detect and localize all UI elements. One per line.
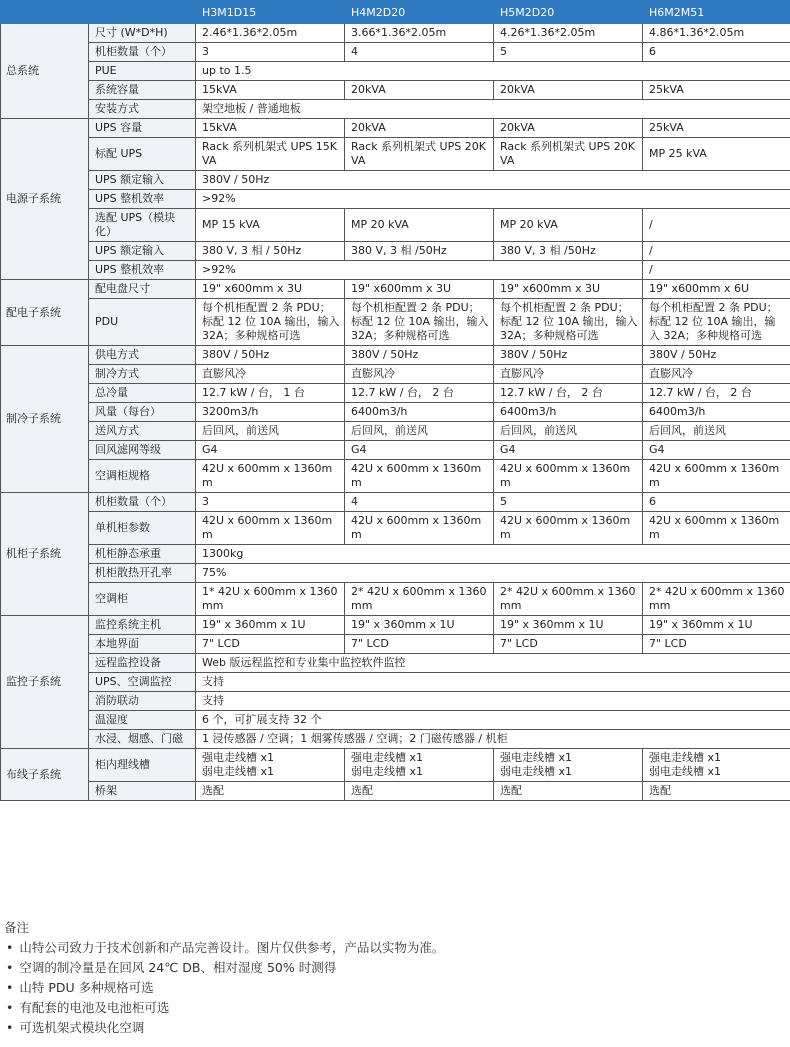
spec-value: 直膨风冷 <box>196 365 345 384</box>
spec-value: 12.7 kW / 台， 2 台 <box>643 384 790 403</box>
table-row <box>1 441 790 460</box>
spec-value: 强电走线槽 x1 弱电走线槽 x1 <box>494 749 643 782</box>
row-label: 安装方式 <box>89 100 196 119</box>
table-row <box>1 209 790 242</box>
table-row <box>1 673 790 692</box>
spec-value: 20kVA <box>494 119 643 138</box>
spec-value: 19" x600mm x 3U <box>494 280 643 299</box>
notes-title: 备注 <box>4 920 30 935</box>
spec-value: 4.26*1.36*2.05m <box>494 24 643 43</box>
spec-value: 后回风，前送风 <box>643 422 790 441</box>
spec-value: 25kVA <box>643 81 790 100</box>
spec-value: MP 20 kVA <box>494 209 643 242</box>
spec-value: 42U x 600mm x 1360mm <box>345 512 494 545</box>
table-row <box>1 460 790 493</box>
spec-value: Rack 系列机架式 UPS 20KVA <box>345 138 494 171</box>
spec-value: Rack 系列机架式 UPS 15KVA <box>196 138 345 171</box>
group-label: 电源子系统 <box>1 119 89 280</box>
spec-value: up to 1.5 <box>196 62 790 81</box>
spec-value: 每个机柜配置 2 条 PDU；标配 12 位 10A 输出，输入 32A；多种规格可选 <box>345 299 494 346</box>
spec-value: 每个机柜配置 2 条 PDU；标配 12 位 10A 输出，输入 32A；多种规格可选 <box>196 299 345 346</box>
header-cell-model: H5M2D20 <box>494 1 643 24</box>
spec-value: 6 <box>643 43 790 62</box>
table-row <box>1 365 790 384</box>
row-label: 回风滤网等级 <box>89 441 196 460</box>
spec-value: 19" x 360mm x 1U <box>196 616 345 635</box>
spec-value: 每个机柜配置 2 条 PDU；标配 12 位 10A 输出，输入 32A；多种规格可选 <box>494 299 643 346</box>
spec-value: 12.7 kW / 台， 2 台 <box>494 384 643 403</box>
row-label: 选配 UPS（模块化） <box>89 209 196 242</box>
table-row <box>1 62 790 81</box>
table-row <box>1 545 790 564</box>
spec-value: 380V / 50Hz <box>494 346 643 365</box>
spec-value: >92% <box>196 190 790 209</box>
spec-value: 强电走线槽 x1 弱电走线槽 x1 <box>196 749 345 782</box>
spec-value: 15kVA <box>196 119 345 138</box>
spec-value: 19" x 360mm x 1U <box>643 616 790 635</box>
table-row <box>1 384 790 403</box>
spec-value: 选配 <box>643 782 790 801</box>
spec-value: MP 25 kVA <box>643 138 790 171</box>
spec-value: 支持 <box>196 673 790 692</box>
row-label: 桥架 <box>89 782 196 801</box>
table-row <box>1 24 790 43</box>
table-row <box>1 711 790 730</box>
spec-value: 后回风，前送风 <box>196 422 345 441</box>
spec-value: 380V / 50Hz <box>345 346 494 365</box>
table-row <box>1 81 790 100</box>
spec-value: 6400m3/h <box>345 403 494 422</box>
header-cell-model: H4M2D20 <box>345 1 494 24</box>
table-row <box>1 749 790 782</box>
row-label: 标配 UPS <box>89 138 196 171</box>
row-label: UPS 整机效率 <box>89 190 196 209</box>
spec-value: 20kVA <box>345 81 494 100</box>
spec-value: 2.46*1.36*2.05m <box>196 24 345 43</box>
row-label: 配电盘尺寸 <box>89 280 196 299</box>
spec-value: 42U x 600mm x 1360mm <box>196 460 345 493</box>
spec-value: MP 20 kVA <box>345 209 494 242</box>
spec-value: MP 15 kVA <box>196 209 345 242</box>
table-row <box>1 782 790 801</box>
spec-value: 2* 42U x 600mm x 1360mm <box>494 583 643 616</box>
spec-value: 后回风，前送风 <box>345 422 494 441</box>
row-label: 送风方式 <box>89 422 196 441</box>
row-label: 单机柜参数 <box>89 512 196 545</box>
group-label: 配电子系统 <box>1 280 89 346</box>
spec-value: 4 <box>345 43 494 62</box>
spec-value: 4.86*1.36*2.05m <box>643 24 790 43</box>
spec-value: / <box>643 261 790 280</box>
bullet-icon: • <box>6 960 14 975</box>
spec-value: 支持 <box>196 692 790 711</box>
spec-value: 3200m3/h <box>196 403 345 422</box>
spec-value: 1* 42U x 600mm x 1360mm <box>196 583 345 616</box>
spec-value: / <box>643 242 790 261</box>
spec-value: 6 个，可扩展支持 32 个 <box>196 711 790 730</box>
spec-value: 6400m3/h <box>494 403 643 422</box>
spec-value: 6400m3/h <box>643 403 790 422</box>
note-item <box>4 958 444 978</box>
table-row <box>1 43 790 62</box>
spec-value: 19" x 360mm x 1U <box>345 616 494 635</box>
table-row <box>1 119 790 138</box>
table-row <box>1 512 790 545</box>
spec-value: 选配 <box>345 782 494 801</box>
row-label: UPS 整机效率 <box>89 261 196 280</box>
spec-value: / <box>643 209 790 242</box>
note-text: 山特公司致力于技术创新和产品完善设计。图片仅供参考，产品以实物为准。 <box>19 940 445 955</box>
row-label: 机柜静态承重 <box>89 545 196 564</box>
spec-value: 19" x600mm x 6U <box>643 280 790 299</box>
row-label: 尺寸 (W*D*H) <box>89 24 196 43</box>
bullet-icon: • <box>6 980 14 995</box>
spec-value: 每个机柜配置 2 条 PDU；标配 12 位 10A 输出，输入 32A；多种规格可选 <box>643 299 790 346</box>
spec-value: >92% <box>196 261 643 280</box>
group-label: 总系统 <box>1 24 89 119</box>
row-label: UPS 额定输入 <box>89 171 196 190</box>
spec-value: 12.7 kW / 台， 2 台 <box>345 384 494 403</box>
spec-value: 42U x 600mm x 1360mm <box>494 460 643 493</box>
spec-value: 直膨风冷 <box>345 365 494 384</box>
spec-value: G4 <box>196 441 345 460</box>
row-label: 制冷方式 <box>89 365 196 384</box>
table-row <box>1 280 790 299</box>
note-text: 空调的制冷量是在回风 24℃ DB、相对湿度 50% 时测得 <box>19 960 337 975</box>
table-row <box>1 171 790 190</box>
note-item <box>4 998 444 1018</box>
group-label: 机柜子系统 <box>1 493 89 616</box>
header-row <box>1 1 790 24</box>
row-label: 柜内理线槽 <box>89 749 196 782</box>
header-cell-model: H6M2M51 <box>643 1 790 24</box>
row-label: 机柜散热开孔率 <box>89 564 196 583</box>
spec-value: 20kVA <box>345 119 494 138</box>
table-row <box>1 422 790 441</box>
row-label: PUE <box>89 62 196 81</box>
spec-value: 20kVA <box>494 81 643 100</box>
note-item <box>4 1018 444 1038</box>
table-row <box>1 583 790 616</box>
row-label: UPS、空调监控 <box>89 673 196 692</box>
table-row <box>1 403 790 422</box>
spec-value: 4 <box>345 493 494 512</box>
group-label: 监控子系统 <box>1 616 89 749</box>
table-row <box>1 242 790 261</box>
spec-value: 3.66*1.36*2.05m <box>345 24 494 43</box>
note-item <box>4 938 444 958</box>
spec-value: G4 <box>494 441 643 460</box>
spec-value: 42U x 600mm x 1360mm <box>643 512 790 545</box>
spec-value: 1300kg <box>196 545 790 564</box>
group-label: 布线子系统 <box>1 749 89 801</box>
spec-value: 7" LCD <box>643 635 790 654</box>
spec-value: 5 <box>494 493 643 512</box>
spec-value: G4 <box>345 441 494 460</box>
note-text: 可选机架式模块化空调 <box>19 1020 145 1035</box>
row-label: 消防联动 <box>89 692 196 711</box>
table-row <box>1 635 790 654</box>
spec-value: 6 <box>643 493 790 512</box>
header-cell <box>1 1 89 24</box>
header-cell <box>89 1 196 24</box>
spec-value: 380V / 50Hz <box>196 171 790 190</box>
note-text: 山特 PDU 多种规格可选 <box>19 980 154 995</box>
spec-value: 后回风，前送风 <box>494 422 643 441</box>
spec-value: 2* 42U x 600mm x 1360mm <box>643 583 790 616</box>
row-label: 总冷量 <box>89 384 196 403</box>
table-row <box>1 190 790 209</box>
spec-value: 42U x 600mm x 1360mm <box>345 460 494 493</box>
table-row <box>1 346 790 365</box>
spec-value: 2* 42U x 600mm x 1360mm <box>345 583 494 616</box>
row-label: 本地界面 <box>89 635 196 654</box>
bullet-icon: • <box>6 1020 14 1035</box>
row-label: 水浸、烟感、门磁 <box>89 730 196 749</box>
row-label: 远程监控设备 <box>89 654 196 673</box>
spec-value: 7" LCD <box>345 635 494 654</box>
spec-value: 380 V, 3 相 / 50Hz <box>196 242 345 261</box>
row-label: 空调柜 <box>89 583 196 616</box>
spec-value: 42U x 600mm x 1360mm <box>643 460 790 493</box>
table-row <box>1 138 790 171</box>
spec-value: 强电走线槽 x1 弱电走线槽 x1 <box>643 749 790 782</box>
row-label: 监控系统主机 <box>89 616 196 635</box>
group-label: 制冷子系统 <box>1 346 89 493</box>
row-label: 风量（每台） <box>89 403 196 422</box>
spec-value: 19" x600mm x 3U <box>196 280 345 299</box>
spec-value: 强电走线槽 x1 弱电走线槽 x1 <box>345 749 494 782</box>
table-row <box>1 692 790 711</box>
spec-value: 19" x600mm x 3U <box>345 280 494 299</box>
table-row <box>1 493 790 512</box>
spec-value: 7" LCD <box>196 635 345 654</box>
note-text: 有配套的电池及电池柜可选 <box>19 1000 170 1015</box>
spec-value: 380V / 50Hz <box>643 346 790 365</box>
table-row <box>1 730 790 749</box>
table-row <box>1 299 790 346</box>
spec-value: 19" x 360mm x 1U <box>494 616 643 635</box>
row-label: 供电方式 <box>89 346 196 365</box>
header-cell-model: H3M1D15 <box>196 1 345 24</box>
row-label: 机柜数量（个） <box>89 43 196 62</box>
bullet-icon: • <box>6 940 14 955</box>
spec-value: 380V / 50Hz <box>196 346 345 365</box>
row-label: UPS 容量 <box>89 119 196 138</box>
row-label: UPS 额定输入 <box>89 242 196 261</box>
table-row <box>1 616 790 635</box>
bullet-icon: • <box>6 1000 14 1015</box>
table-row <box>1 564 790 583</box>
table-row <box>1 261 790 280</box>
spec-value: 42U x 600mm x 1360mm <box>494 512 643 545</box>
spec-value: 1 浸传感器 / 空调；1 烟雾传感器 / 空调；2 门磁传感器 / 机柜 <box>196 730 790 749</box>
spec-value: 7" LCD <box>494 635 643 654</box>
spec-value: Web 版远程监控和专业集中监控软件监控 <box>196 654 790 673</box>
spec-value: 380 V, 3 相 /50Hz <box>494 242 643 261</box>
row-label: 系统容量 <box>89 81 196 100</box>
row-label: 机柜数量（个） <box>89 493 196 512</box>
spec-value: 选配 <box>196 782 345 801</box>
row-label: PDU <box>89 299 196 346</box>
notes-section <box>4 918 444 1038</box>
row-label: 空调柜规格 <box>89 460 196 493</box>
spec-value: 15kVA <box>196 81 345 100</box>
spec-value: 直膨风冷 <box>494 365 643 384</box>
spec-value: 3 <box>196 43 345 62</box>
spec-value: 75% <box>196 564 790 583</box>
table-row <box>1 100 790 119</box>
spec-value: 42U x 600mm x 1360mm <box>196 512 345 545</box>
spec-value: 直膨风冷 <box>643 365 790 384</box>
spec-value: 25kVA <box>643 119 790 138</box>
spec-value: G4 <box>643 441 790 460</box>
spec-value: 选配 <box>494 782 643 801</box>
spec-value: 380 V, 3 相 /50Hz <box>345 242 494 261</box>
spec-value: 5 <box>494 43 643 62</box>
row-label: 温湿度 <box>89 711 196 730</box>
table-row <box>1 654 790 673</box>
spec-value: 架空地板 / 普通地板 <box>196 100 790 119</box>
spec-value: 3 <box>196 493 345 512</box>
note-item <box>4 978 444 998</box>
spec-value: Rack 系列机架式 UPS 20KVA <box>494 138 643 171</box>
spec-value: 12.7 kW / 台， 1 台 <box>196 384 345 403</box>
